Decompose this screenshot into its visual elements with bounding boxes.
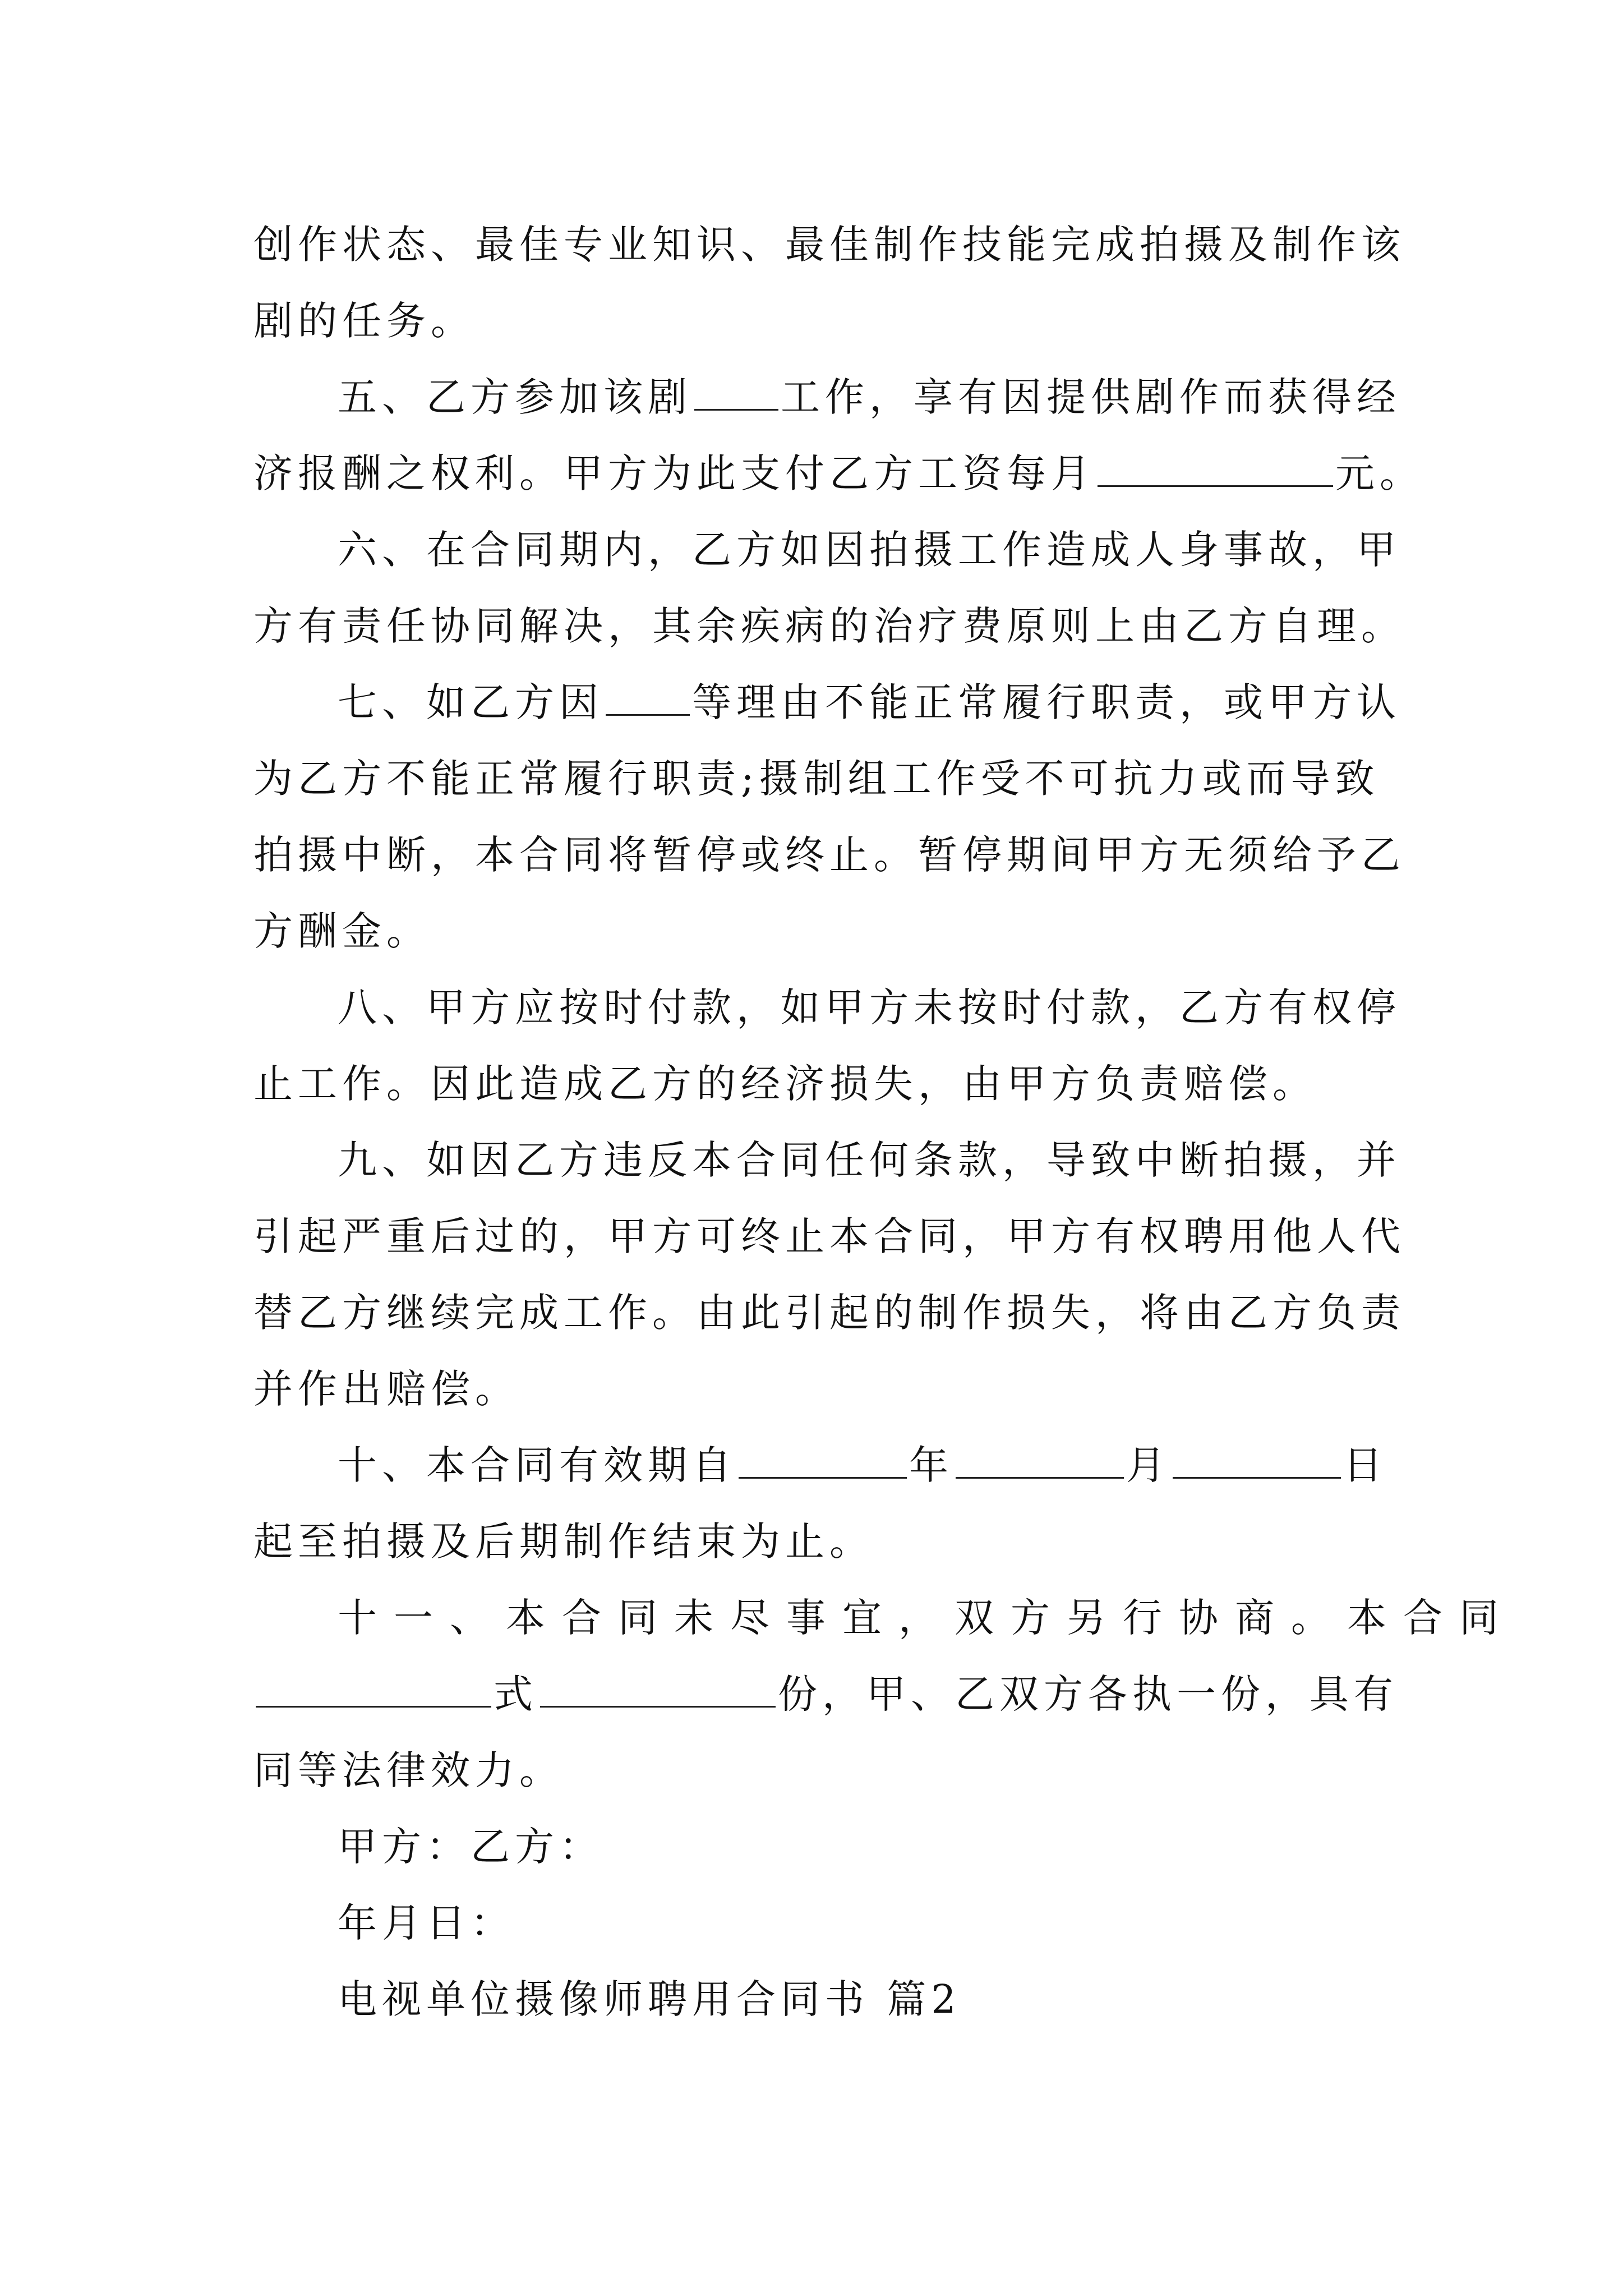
- text-run: 济报酬之权利。甲方为此支付乙方工资每月: [253, 450, 1095, 496]
- text-run: 年月日：: [338, 1900, 515, 1946]
- paragraph-line: [253, 1580, 1515, 1656]
- paragraph-line: [253, 1732, 1386, 1809]
- paragraph-line: [253, 588, 1405, 664]
- paragraph-line: [253, 1274, 1405, 1351]
- fill-in-blank: [256, 1667, 491, 1708]
- fill-in-blank: [739, 1438, 907, 1479]
- paragraph-line: [253, 1656, 1398, 1732]
- text-run: 份，甲、乙双方各执一份，具有: [778, 1671, 1398, 1717]
- text-run: 七、如乙方因: [338, 679, 603, 725]
- text-run: 方酬金。: [253, 908, 431, 954]
- fill-in-blank: [694, 370, 778, 411]
- text-run: 剧的任务。: [253, 298, 475, 344]
- text-run: 甲方：乙方：: [338, 1824, 603, 1870]
- text-run: 十一、本合同未尽事宜，双方另行协商。本合同: [338, 1595, 1515, 1641]
- text-run: 同等法律效力。: [253, 1747, 564, 1793]
- text-run: 起至拍摄及后期制作结束为止。: [253, 1519, 874, 1565]
- text-run: 工作，享有因提供剧作而获得经: [781, 374, 1401, 420]
- paragraph-line: [253, 206, 1405, 283]
- paragraph-line: [253, 1122, 1401, 1198]
- text-run: 替乙方继续完成工作。由此引起的制作损失，将由乙方负责: [253, 1290, 1405, 1336]
- paragraph-line: [253, 1198, 1405, 1274]
- text-run: 为乙方不能正常履行职责;摄制组工作受不可抗力或而导致: [253, 756, 1380, 802]
- text-run: 引起严重后过的，甲方可终止本合同，甲方有权聘用他人代: [253, 1213, 1405, 1259]
- text-run: 九、如因乙方违反本合同任何条款，导致中断拍摄，并: [338, 1137, 1401, 1183]
- text-run: 止工作。因此造成乙方的经济损失，由甲方负责赔偿。: [253, 1061, 1317, 1107]
- text-run: 十、本合同有效期自: [338, 1442, 736, 1488]
- text-run: 创作状态、最佳专业知识、最佳制作技能完成拍摄及制作该: [253, 222, 1405, 268]
- text-run: 元。: [1335, 450, 1424, 496]
- paragraph-line: [253, 969, 1401, 1046]
- text-run: 方有责任协同解决，其余疾病的治疗费原则上由乙方自理。: [253, 603, 1405, 649]
- fill-in-blank: [1173, 1438, 1341, 1479]
- paragraph-line: [253, 893, 1386, 969]
- text-run: 日: [1343, 1442, 1387, 1488]
- fill-in-blank: [956, 1438, 1124, 1479]
- paragraph-line: [253, 1427, 1386, 1503]
- paragraph-line: [253, 1809, 1386, 1885]
- text-run: 电视单位摄像师聘用合同书 篇2: [338, 1976, 961, 2022]
- fill-in-blank: [606, 675, 690, 716]
- paragraph-line: [253, 740, 1386, 817]
- text-run: 月: [1126, 1442, 1170, 1488]
- text-run: 年: [909, 1442, 953, 1488]
- paragraph-line: [253, 359, 1401, 435]
- paragraph-line: [253, 435, 1424, 512]
- paragraph-line: [253, 1961, 1386, 2037]
- paragraph-line: [253, 1503, 1386, 1580]
- fill-in-blank: [540, 1667, 776, 1708]
- paragraph-line: [253, 512, 1401, 588]
- paragraph-line: [253, 1351, 1386, 1427]
- paragraph-line: [253, 664, 1401, 740]
- contract-text: [253, 206, 1515, 2037]
- text-run: 拍摄中断，本合同将暂停或终止。暂停期间甲方无须给予乙: [253, 832, 1405, 878]
- text-run: 等理由不能正常履行职责，或甲方认: [692, 679, 1401, 725]
- text-run: 六、在合同期内，乙方如因拍摄工作造成人身事故，甲: [338, 527, 1401, 573]
- text-run: 并作出赔偿。: [253, 1366, 519, 1412]
- text-run: 八、甲方应按时付款，如甲方未按时付款，乙方有权停: [338, 984, 1401, 1030]
- paragraph-line: [253, 1046, 1386, 1122]
- text-run: 五、乙方参加该剧: [338, 374, 692, 420]
- paragraph-line: [253, 1885, 1386, 1961]
- fill-in-blank: [1098, 446, 1333, 487]
- paragraph-line: [253, 283, 1386, 359]
- text-run: 式: [494, 1671, 538, 1717]
- paragraph-line: [253, 817, 1405, 893]
